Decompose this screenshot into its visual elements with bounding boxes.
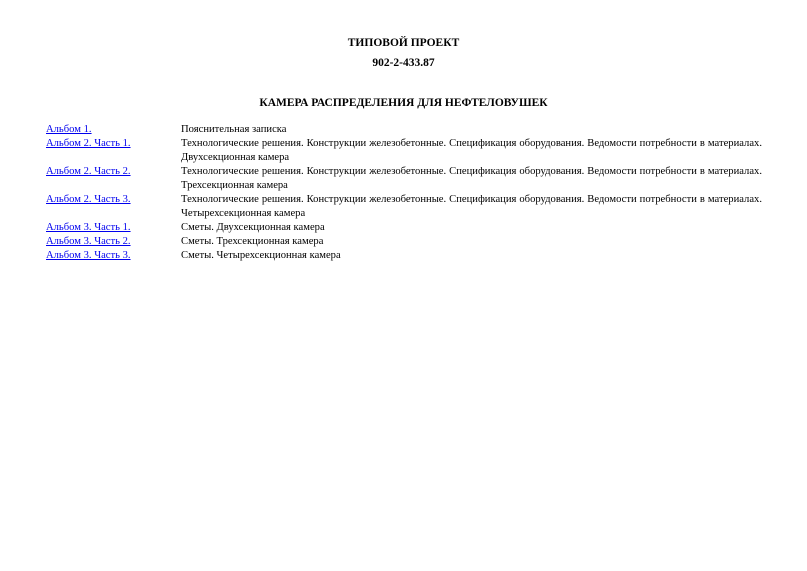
album-description: Технологические решения. Конструкции железобетонные. Спецификация оборудования. Ведомости потребности в материалах. Трехсекционная камера [181, 166, 762, 191]
album-row [46, 123, 762, 137]
album-row [46, 235, 762, 249]
project-type-heading: ТИПОВОЙ ПРОЕКТ [347, 37, 460, 49]
album-description: Сметы. Трехсекционная камера [181, 236, 324, 247]
album-link-2-part-3[interactable]: Альбом 2. Часть 3. [46, 194, 131, 205]
album-description: Сметы. Двухсекционная камера [181, 222, 325, 233]
album-link-3-part-1[interactable]: Альбом 3. Часть 1. [46, 222, 131, 233]
album-description: Пояснительная записка [181, 124, 287, 135]
album-row [46, 221, 762, 235]
album-description: Технологические решения. Конструкции железобетонные. Спецификация оборудования. Ведомости потребности в материалах. Двухсекционная камера [181, 138, 762, 163]
album-row [46, 193, 762, 221]
album-link-3-part-3[interactable]: Альбом 3. Часть 3. [46, 250, 131, 261]
album-link-3-part-2[interactable]: Альбом 3. Часть 2. [46, 236, 131, 247]
album-row [46, 165, 762, 193]
album-link-1[interactable]: Альбом 1. [46, 124, 92, 135]
album-description: Технологические решения. Конструкции железобетонные. Спецификация оборудования. Ведомости потребности в материалах. Четырехсекционная камера [181, 194, 762, 219]
album-description: Сметы. Четырехсекционная камера [181, 250, 341, 261]
album-row [46, 249, 762, 263]
album-link-2-part-1[interactable]: Альбом 2. Часть 1. [46, 138, 131, 149]
album-list [46, 123, 762, 263]
project-number: 902-2-433.87 [372, 57, 435, 69]
album-row [46, 137, 762, 165]
document-title: КАМЕРА РАСПРЕДЕЛЕНИЯ ДЛЯ НЕФТЕЛОВУШЕК [259, 97, 548, 109]
album-link-2-part-2[interactable]: Альбом 2. Часть 2. [46, 166, 131, 177]
